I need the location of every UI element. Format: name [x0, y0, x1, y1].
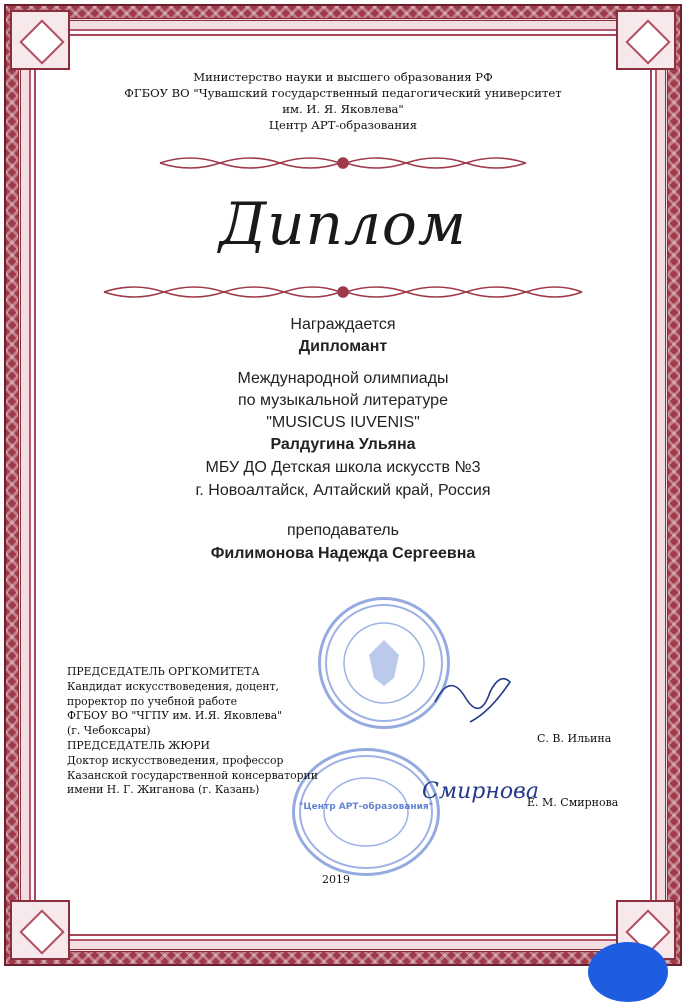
header-center: Центр АРТ-образования: [268, 118, 418, 132]
header-university-name: им. И. Я. Яковлева": [282, 102, 404, 116]
recipient-city: г. Новоалтайск, Алтайский край, Россия: [195, 482, 491, 499]
teacher-name: Филимонова Надежда Сергеевна: [210, 545, 476, 562]
olympiad-line-2: по музыкальной литературе: [238, 392, 448, 409]
diploma-year: 2019: [322, 873, 350, 886]
header-block: [0, 69, 686, 133]
chair2-line-1: Доктор искусствоведения, профессор: [67, 753, 284, 767]
signature-smirnova: [422, 770, 539, 810]
award-label: Награждается: [290, 316, 396, 333]
header-university: ФГБОУ ВО "Чувашский государственный педагогический университет: [124, 86, 562, 100]
svg-text:Смирнова: Смирнова: [422, 779, 539, 804]
award-degree: Дипломант: [298, 338, 388, 355]
ornament-divider-top: [150, 153, 536, 173]
ornament-divider-bottom: [96, 282, 590, 302]
olympiad-line-1: Международной олимпиады: [237, 370, 449, 387]
chair1-line-1: Кандидат искусствоведения, доцент,: [67, 679, 279, 693]
chair1-line-2: проректор по учебной работе: [67, 694, 238, 708]
header-ministry: Министерство науки и высшего образования РФ: [193, 70, 493, 84]
recipient-name: Ралдугина Ульяна: [270, 436, 416, 453]
teacher-label: преподаватель: [287, 522, 399, 539]
olympiad-name: "MUSICUS IUVENIS": [266, 414, 420, 431]
chair2-title: ПРЕДСЕДАТЕЛЬ ЖЮРИ: [67, 738, 210, 752]
seal-center-text: "Центр АРТ-образования": [298, 802, 434, 812]
chair1-line-4: (г. Чебоксары): [67, 724, 151, 738]
recipient-school: МБУ ДО Детская школа искусств №3: [205, 459, 481, 476]
chair1-name: С. В. Ильина: [537, 732, 612, 745]
chair2-line-2: Казанской государственной консерватории: [67, 768, 318, 782]
chair2-name: Е. М. Смирнова: [527, 796, 619, 809]
chair1-line-3: ФГБОУ ВО "ЧГПУ им. И.Я. Яковлева": [67, 709, 283, 723]
signatures-block: [67, 665, 318, 798]
blue-corner-mark: [588, 942, 668, 1002]
chair2-line-3: имени Н. Г. Жиганова (г. Казань): [67, 783, 260, 797]
diploma-title: Диплом: [219, 190, 467, 258]
chair1-title: ПРЕДСЕДАТЕЛЬ ОРГКОМИТЕТА: [67, 665, 260, 678]
signature-ilina: [430, 662, 520, 732]
